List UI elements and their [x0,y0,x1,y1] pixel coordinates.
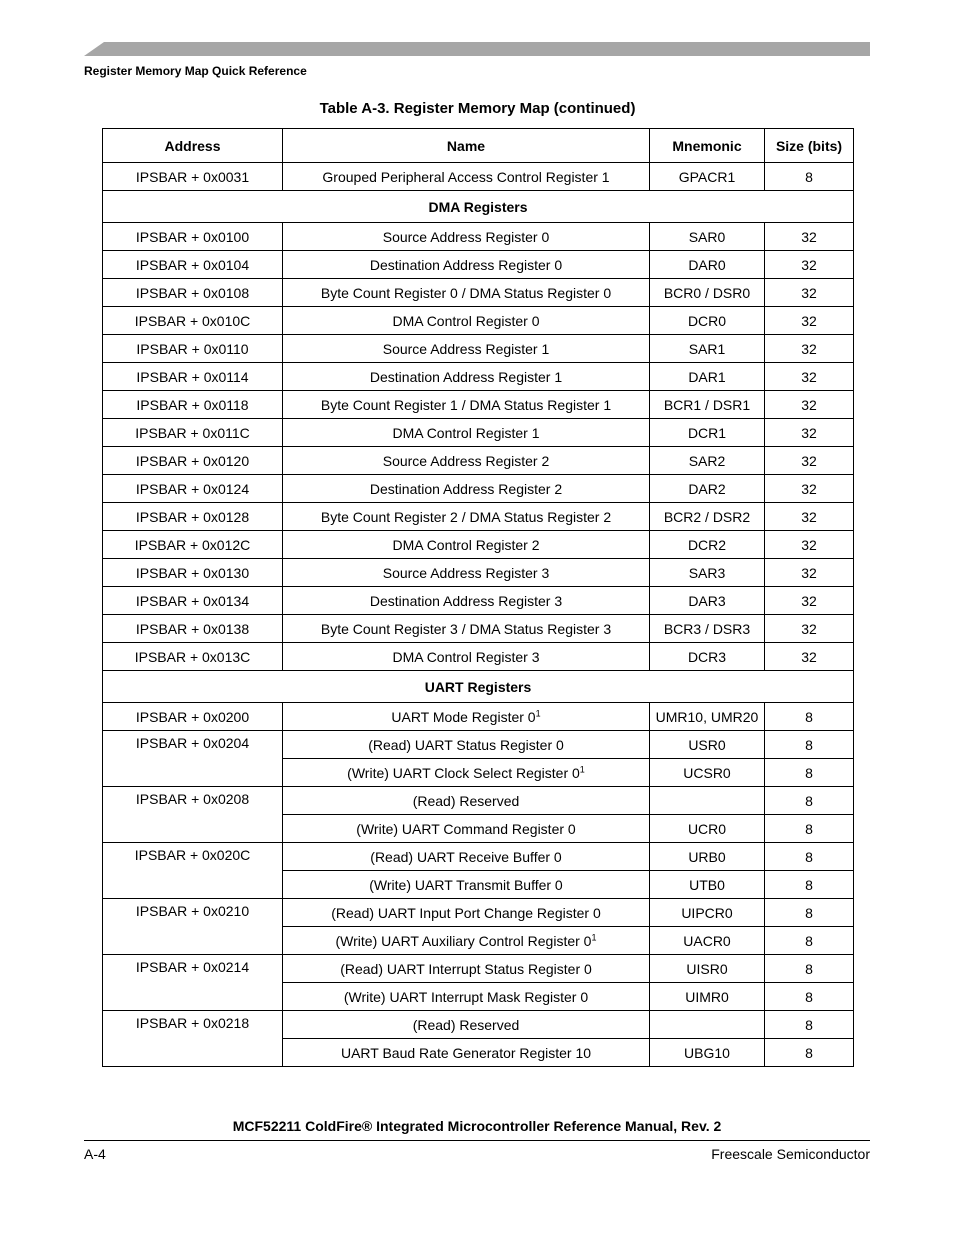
mnemonic-cell [650,787,765,815]
name-cell: Source Address Register 1 [283,335,650,363]
table-row [103,163,854,191]
mnemonic-cell: SAR1 [650,335,765,363]
name-cell: DMA Control Register 2 [283,531,650,559]
size-cell: 8 [765,163,854,191]
table-row [103,503,854,531]
address-cell: IPSBAR + 0x0204 [103,731,283,787]
mnemonic-cell: UIMR0 [650,983,765,1011]
name-cell [283,759,650,787]
table-row [103,447,854,475]
size-cell: 32 [765,223,854,251]
mnemonic-cell: DCR0 [650,307,765,335]
mnemonic-cell: SAR0 [650,223,765,251]
mnemonic-cell: USR0 [650,731,765,759]
address-cell: IPSBAR + 0x012C [103,531,283,559]
address-cell: IPSBAR + 0x013C [103,643,283,671]
name-cell [283,703,650,731]
mnemonic-cell: DAR2 [650,475,765,503]
mnemonic-cell: DCR1 [650,419,765,447]
register-name: (Write) UART Auxiliary Control Register 0 [335,932,592,949]
size-cell: 32 [765,531,854,559]
table-row [103,843,854,871]
table-row [103,223,854,251]
name-cell [283,1011,650,1039]
size-cell: 8 [765,703,854,731]
footnote-marker: 1 [591,931,597,942]
running-head: Register Memory Map Quick Reference [84,64,307,78]
size-cell: 32 [765,447,854,475]
footnote-marker: 1 [535,707,541,718]
name-cell: Destination Address Register 3 [283,587,650,615]
table-row [103,643,854,671]
name-cell: DMA Control Register 1 [283,419,650,447]
name-cell: Destination Address Register 2 [283,475,650,503]
name-cell [283,1039,650,1067]
name-cell: Source Address Register 2 [283,447,650,475]
size-cell: 8 [765,871,854,899]
table-row [103,731,854,759]
address-cell: IPSBAR + 0x0214 [103,955,283,1011]
mnemonic-cell: DAR0 [650,251,765,279]
mnemonic-cell: UTB0 [650,871,765,899]
name-cell: Source Address Register 3 [283,559,650,587]
column-header-size: Size (bits) [765,129,854,163]
size-cell: 8 [765,1039,854,1067]
mnemonic-cell: BCR1 / DSR1 [650,391,765,419]
address-cell: IPSBAR + 0x0110 [103,335,283,363]
name-cell [283,843,650,871]
table-row [103,1011,854,1039]
size-cell: 32 [765,363,854,391]
mnemonic-cell: DAR3 [650,587,765,615]
name-cell [283,983,650,1011]
table-row [103,335,854,363]
size-cell: 32 [765,419,854,447]
address-cell: IPSBAR + 0x0130 [103,559,283,587]
table-row [103,703,854,731]
mnemonic-cell: SAR2 [650,447,765,475]
mnemonic-cell: GPACR1 [650,163,765,191]
size-cell: 32 [765,475,854,503]
mnemonic-cell: URB0 [650,843,765,871]
size-cell: 32 [765,279,854,307]
name-cell [283,955,650,983]
name-cell [283,871,650,899]
name-cell: Grouped Peripheral Access Control Register 1 [283,163,650,191]
address-cell: IPSBAR + 0x020C [103,843,283,899]
mnemonic-cell: UCSR0 [650,759,765,787]
mnemonic-cell [650,1011,765,1039]
header-bar [84,42,870,56]
size-cell: 8 [765,787,854,815]
size-cell: 8 [765,815,854,843]
mnemonic-cell: UISR0 [650,955,765,983]
address-cell: IPSBAR + 0x0100 [103,223,283,251]
table-row [103,559,854,587]
register-name: (Read) Reserved [412,1016,520,1033]
register-name: (Write) UART Command Register 0 [356,820,576,837]
footer-manual-title: MCF52211 ColdFire® Integrated Microcontroller Reference Manual, Rev. 2 [232,1118,722,1134]
address-cell: IPSBAR + 0x0128 [103,503,283,531]
address-cell: IPSBAR + 0x0200 [103,703,283,731]
name-cell: DMA Control Register 3 [283,643,650,671]
size-cell: 8 [765,899,854,927]
register-name: (Read) UART Input Port Change Register 0 [331,904,601,921]
table-row [103,279,854,307]
column-header-address: Address [103,129,283,163]
size-cell: 8 [765,955,854,983]
register-name: (Read) Reserved [412,792,520,809]
section-row-dma [103,191,854,223]
mnemonic-cell: UACR0 [650,927,765,955]
size-cell: 32 [765,391,854,419]
size-cell: 32 [765,251,854,279]
address-cell: IPSBAR + 0x0104 [103,251,283,279]
table-row [103,787,854,815]
register-name: (Write) UART Transmit Buffer 0 [369,876,563,893]
footnote-marker: 1 [579,763,585,774]
mnemonic-cell: BCR2 / DSR2 [650,503,765,531]
mnemonic-cell: DCR3 [650,643,765,671]
address-cell: IPSBAR + 0x0031 [103,163,283,191]
name-cell: Destination Address Register 0 [283,251,650,279]
company-name: Freescale Semiconductor [711,1146,870,1162]
mnemonic-cell: BCR3 / DSR3 [650,615,765,643]
address-cell: IPSBAR + 0x0108 [103,279,283,307]
column-header-name: Name [283,129,650,163]
column-header-mnemonic: Mnemonic [650,129,765,163]
name-cell: Byte Count Register 1 / DMA Status Register 1 [283,391,650,419]
name-cell [283,815,650,843]
name-cell: Byte Count Register 0 / DMA Status Register 0 [283,279,650,307]
address-cell: IPSBAR + 0x011C [103,419,283,447]
size-cell: 8 [765,843,854,871]
name-cell [283,899,650,927]
register-name: UART Baud Rate Generator Register 10 [340,1044,592,1061]
mnemonic-cell: UIPCR0 [650,899,765,927]
table-row [103,531,854,559]
footer-divider [84,1140,870,1141]
section-label-dma: DMA Registers [103,191,854,223]
size-cell: 32 [765,335,854,363]
size-cell: 8 [765,1011,854,1039]
name-cell: DMA Control Register 0 [283,307,650,335]
table-row [103,251,854,279]
mnemonic-cell: BCR0 / DSR0 [650,279,765,307]
table-row [103,419,854,447]
register-name: (Write) UART Interrupt Mask Register 0 [343,988,589,1005]
table-row [103,363,854,391]
register-name: (Read) UART Receive Buffer 0 [370,848,562,865]
address-cell: IPSBAR + 0x0208 [103,787,283,843]
address-cell: IPSBAR + 0x0134 [103,587,283,615]
size-cell: 8 [765,927,854,955]
mnemonic-cell: DAR1 [650,363,765,391]
name-cell [283,787,650,815]
address-cell: IPSBAR + 0x0118 [103,391,283,419]
section-label-uart: UART Registers [103,671,854,703]
table-row [103,587,854,615]
table-row [103,391,854,419]
table-header-row [103,129,854,163]
name-cell [283,731,650,759]
page-number: A-4 [84,1146,106,1162]
size-cell: 32 [765,307,854,335]
address-cell: IPSBAR + 0x0124 [103,475,283,503]
register-name: UART Mode Register 0 [391,708,536,725]
address-cell: IPSBAR + 0x0218 [103,1011,283,1067]
address-cell: IPSBAR + 0x010C [103,307,283,335]
mnemonic-cell: SAR3 [650,559,765,587]
mnemonic-cell: UBG10 [650,1039,765,1067]
size-cell: 32 [765,503,854,531]
address-cell: IPSBAR + 0x0138 [103,615,283,643]
size-cell: 32 [765,587,854,615]
table-row [103,955,854,983]
mnemonic-cell: UCR0 [650,815,765,843]
size-cell: 32 [765,559,854,587]
table-row [103,475,854,503]
name-cell [283,927,650,955]
table-title: Table A-3. Register Memory Map (continued) [319,100,636,117]
size-cell: 8 [765,731,854,759]
address-cell: IPSBAR + 0x0114 [103,363,283,391]
name-cell: Source Address Register 0 [283,223,650,251]
size-cell: 8 [765,759,854,787]
table-row [103,307,854,335]
mnemonic-cell: UMR10, UMR20 [650,703,765,731]
name-cell: Destination Address Register 1 [283,363,650,391]
size-cell: 32 [765,643,854,671]
name-cell: Byte Count Register 2 / DMA Status Register 2 [283,503,650,531]
section-row-uart [103,671,854,703]
register-name: (Write) UART Clock Select Register 0 [347,764,580,781]
register-memory-map-table [102,128,854,1067]
address-cell: IPSBAR + 0x0210 [103,899,283,955]
mnemonic-cell: DCR2 [650,531,765,559]
table-row [103,899,854,927]
name-cell: Byte Count Register 3 / DMA Status Register 3 [283,615,650,643]
address-cell: IPSBAR + 0x0120 [103,447,283,475]
register-name: (Read) UART Interrupt Status Register 0 [340,960,592,977]
size-cell: 32 [765,615,854,643]
table-row [103,615,854,643]
size-cell: 8 [765,983,854,1011]
register-name: (Read) UART Status Register 0 [368,736,564,753]
